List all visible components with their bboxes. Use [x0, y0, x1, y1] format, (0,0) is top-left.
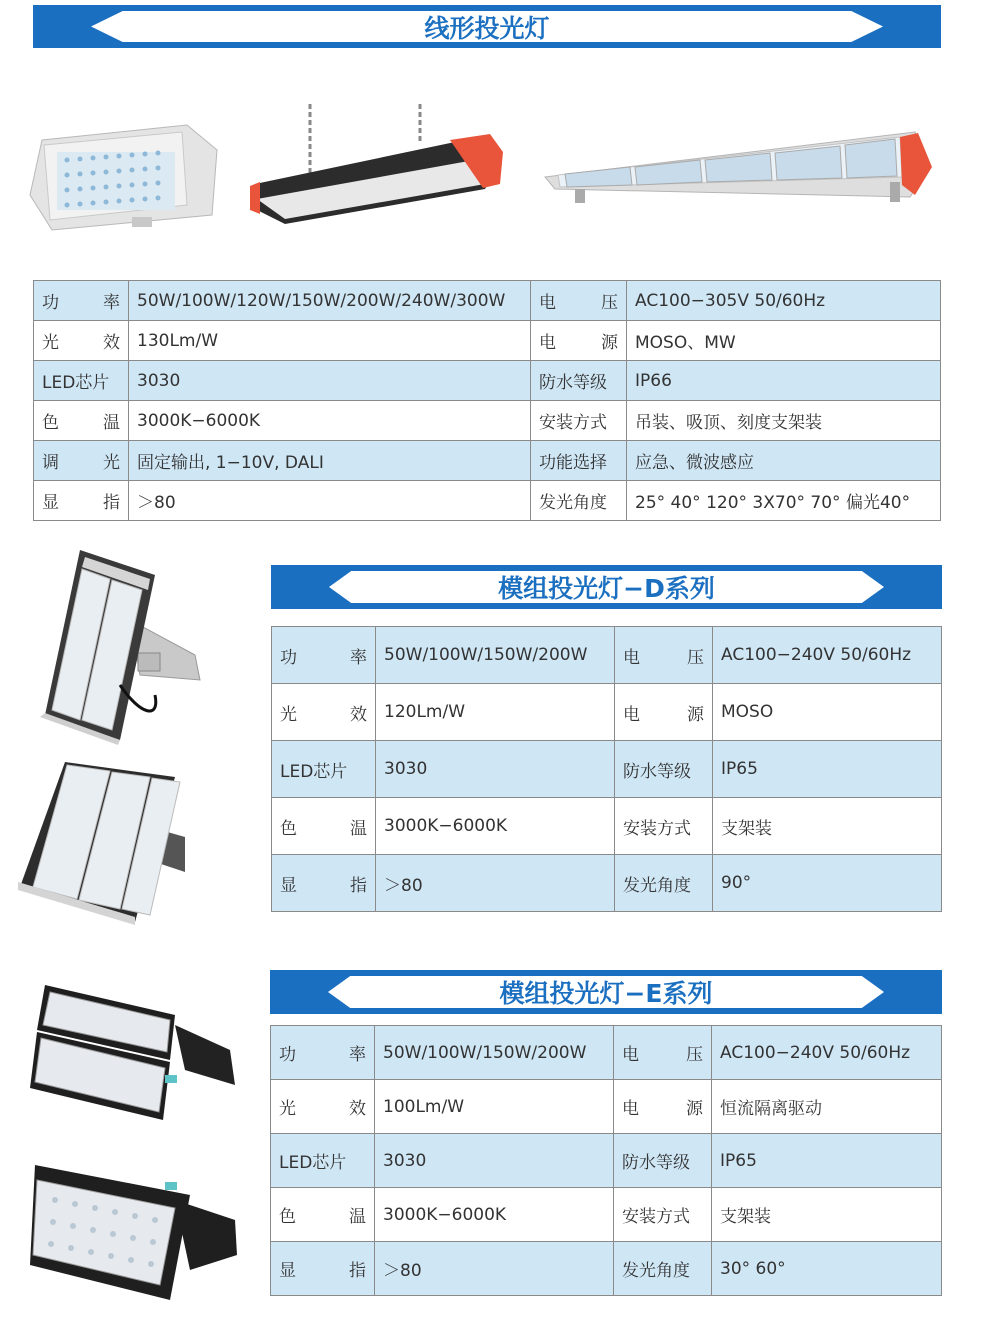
param-label: 电 压: [615, 627, 713, 684]
param-label: 电 压: [614, 1026, 712, 1080]
param-label: 功 率: [271, 1026, 375, 1080]
table-row: [272, 741, 942, 798]
param-value: ＞80: [376, 855, 615, 912]
table-row: [271, 1134, 942, 1188]
table-row: [34, 401, 941, 441]
table-row: [272, 684, 942, 741]
param-value: 支架装: [713, 798, 942, 855]
param-label: 调 光: [34, 441, 129, 481]
table-row: [272, 855, 942, 912]
param-value: AC100−305V 50/60Hz: [627, 281, 941, 321]
section3-spec-table: [270, 1025, 942, 1296]
section2-title: 模组投光灯−D系列: [498, 574, 715, 603]
param-value: 30° 60°: [712, 1242, 942, 1296]
section1-title: 线形投光灯: [424, 13, 550, 43]
param-label: LED芯片: [34, 361, 129, 401]
param-label: 电 源: [531, 321, 627, 361]
param-value: 恒流隔离驱动: [712, 1080, 942, 1134]
param-label: 防水等级: [614, 1134, 712, 1188]
linear-floodlight-image-3: [540, 127, 935, 215]
param-label: 显 指: [34, 481, 129, 521]
param-value: 支架装: [712, 1188, 942, 1242]
param-label: 功能选择: [531, 441, 627, 481]
param-label: 发光角度: [614, 1242, 712, 1296]
module-floodlight-d-image-2: [15, 757, 190, 927]
param-label: 安装方式: [615, 798, 713, 855]
param-label: 防水等级: [531, 361, 627, 401]
param-label: 色 温: [34, 401, 129, 441]
param-value: 3030: [375, 1134, 614, 1188]
param-value: MOSO: [713, 684, 942, 741]
param-value: ＞80: [129, 481, 531, 521]
section2-banner: [271, 565, 942, 609]
table-row: [34, 481, 941, 521]
module-floodlight-e-image-1: [25, 980, 240, 1125]
param-value: 固定输出, 1−10V, DALI: [129, 441, 531, 481]
param-label: 电 源: [615, 684, 713, 741]
param-label: 显 指: [271, 1242, 375, 1296]
linear-floodlight-image-2: [245, 104, 510, 232]
param-value: 3000K−6000K: [376, 798, 615, 855]
param-label: 电 源: [614, 1080, 712, 1134]
param-label: LED芯片: [272, 741, 376, 798]
param-value: IP66: [627, 361, 941, 401]
param-label: 显 指: [272, 855, 376, 912]
param-value: AC100−240V 50/60Hz: [713, 627, 942, 684]
param-value: 130Lm/W: [129, 321, 531, 361]
module-floodlight-e-image-2: [25, 1160, 240, 1305]
param-value: 50W/100W/150W/200W: [376, 627, 615, 684]
param-value: 100Lm/W: [375, 1080, 614, 1134]
section1-banner: [33, 5, 941, 48]
linear-floodlight-image-1: [22, 120, 222, 232]
table-row: [34, 361, 941, 401]
param-value: AC100−240V 50/60Hz: [712, 1026, 942, 1080]
param-value: 120Lm/W: [376, 684, 615, 741]
param-label: 光 效: [34, 321, 129, 361]
param-label: LED芯片: [271, 1134, 375, 1188]
param-label: 光 效: [271, 1080, 375, 1134]
table-row: [272, 627, 942, 684]
table-row: [272, 798, 942, 855]
param-label: 功 率: [34, 281, 129, 321]
param-label: 防水等级: [615, 741, 713, 798]
section2-spec-table: [271, 626, 942, 912]
param-label: 光 效: [272, 684, 376, 741]
section3-title: 模组投光灯−E系列: [499, 979, 713, 1008]
table-row: [271, 1026, 942, 1080]
table-row: [271, 1080, 942, 1134]
param-value: 25° 40° 120° 3X70° 70° 偏光40°: [627, 481, 941, 521]
param-value: 3030: [129, 361, 531, 401]
param-value: IP65: [712, 1134, 942, 1188]
param-label: 发光角度: [615, 855, 713, 912]
param-value: 应急、微波感应: [627, 441, 941, 481]
param-label: 电 压: [531, 281, 627, 321]
param-value: IP65: [713, 741, 942, 798]
param-value: 3000K−6000K: [129, 401, 531, 441]
param-label: 安装方式: [531, 401, 627, 441]
param-value: 3000K−6000K: [375, 1188, 614, 1242]
table-row: [34, 441, 941, 481]
param-value: ＞80: [375, 1242, 614, 1296]
param-value: 50W/100W/150W/200W: [375, 1026, 614, 1080]
section1-spec-table: [33, 280, 941, 521]
table-row: [34, 321, 941, 361]
module-floodlight-d-image-1: [30, 545, 205, 745]
param-value: 3030: [376, 741, 615, 798]
param-label: 功 率: [272, 627, 376, 684]
table-row: [271, 1242, 942, 1296]
param-value: 90°: [713, 855, 942, 912]
table-row: [271, 1188, 942, 1242]
param-value: MOSO、MW: [627, 321, 941, 361]
param-label: 发光角度: [531, 481, 627, 521]
param-label: 色 温: [272, 798, 376, 855]
section3-banner: [270, 970, 942, 1014]
table-row: [34, 281, 941, 321]
param-label: 安装方式: [614, 1188, 712, 1242]
param-value: 50W/100W/120W/150W/200W/240W/300W: [129, 281, 531, 321]
param-value: 吊装、吸顶、刻度支架装: [627, 401, 941, 441]
param-label: 色 温: [271, 1188, 375, 1242]
